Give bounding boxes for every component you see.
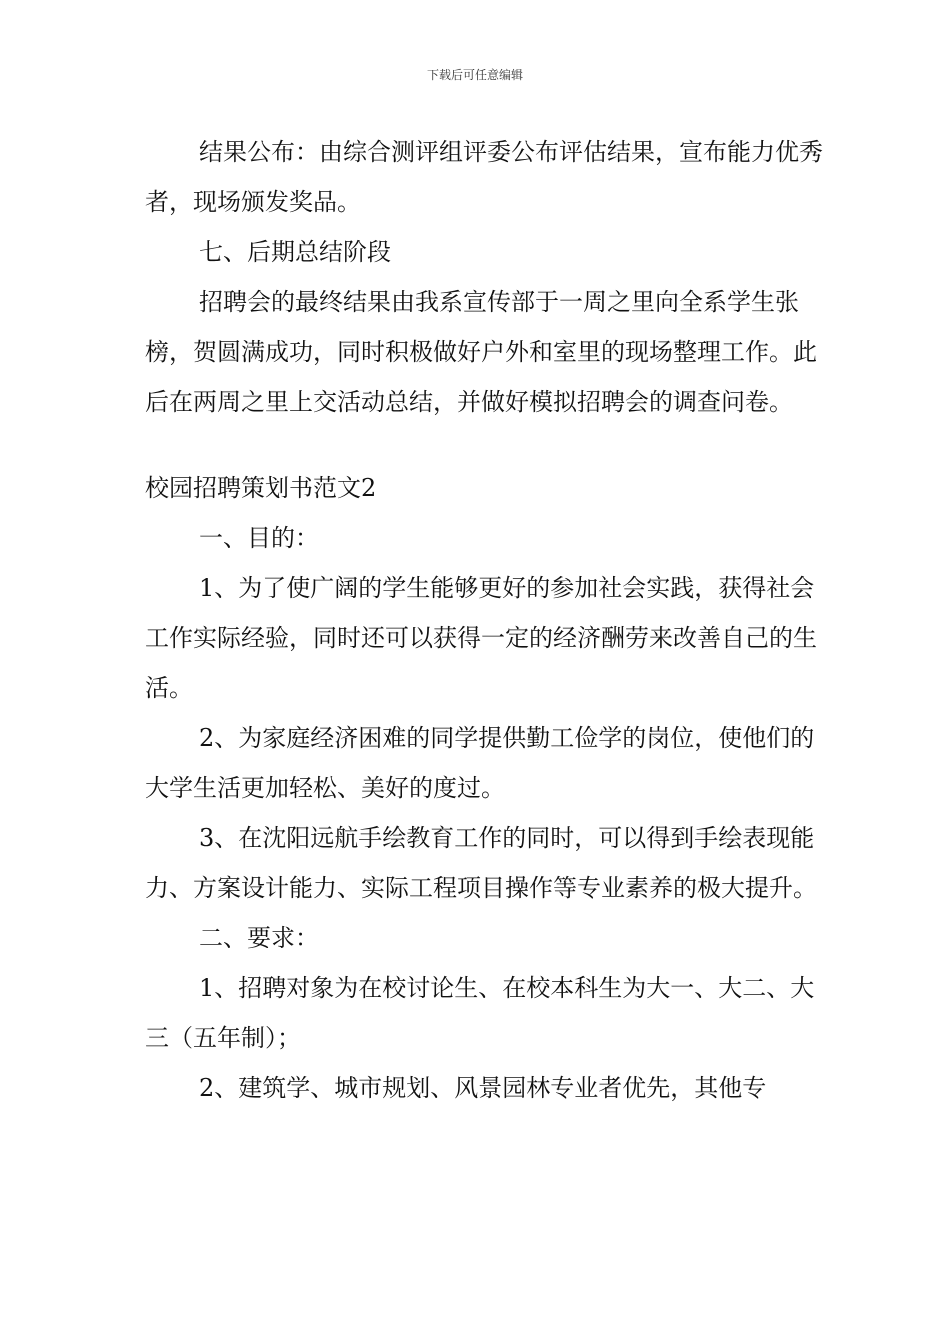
list-item-purpose-1: 1、为了使广阔的学生能够更好的参加社会实践，获得社会工作实际经验，同时还可以获得一定的经济酬劳来改善自己的生活。: [145, 574, 817, 702]
list-item-purpose-2: 2、为家庭经济困难的同学提供勤工俭学的岗位，使他们的大学生活更加轻松、美好的度过。: [145, 724, 815, 802]
list-item-requirement-1: 1、招聘对象为在校讨论生、在校本科生为大一、大二、大三（五年制）；: [145, 974, 815, 1052]
document-title: 校园招聘策划书范文2: [145, 474, 377, 502]
paragraph-final-results: 招聘会的最终结果由我系宣传部于一周之里向全系学生张榜，贺圆满成功，同时积极做好户外和室里的现场整理工作。此后在两周之里上交活动总结，并做好模拟招聘会的调查问卷。: [145, 288, 817, 416]
paragraph-results: 结果公布：由综合测评组评委公布评估结果，宣布能力优秀者，现场颁发奖品。: [145, 138, 823, 216]
list-item-purpose-3: 3、在沈阳远航手绘教育工作的同时，可以得到手绘表现能力、方案设计能力、实际工程项目操作等专业素养的极大提升。: [145, 824, 817, 902]
section-heading-summary: 七、后期总结阶段: [199, 238, 391, 266]
page-header: 下载后可任意编辑: [426, 68, 523, 82]
list-item-requirement-2: 2、建筑学、城市规划、风景园林专业者优先，其他专: [199, 1074, 767, 1102]
section-heading-requirements: 二、要求：: [199, 924, 319, 952]
document-body: [145, 127, 825, 1113]
section-heading-purpose: 一、目的：: [199, 524, 319, 552]
